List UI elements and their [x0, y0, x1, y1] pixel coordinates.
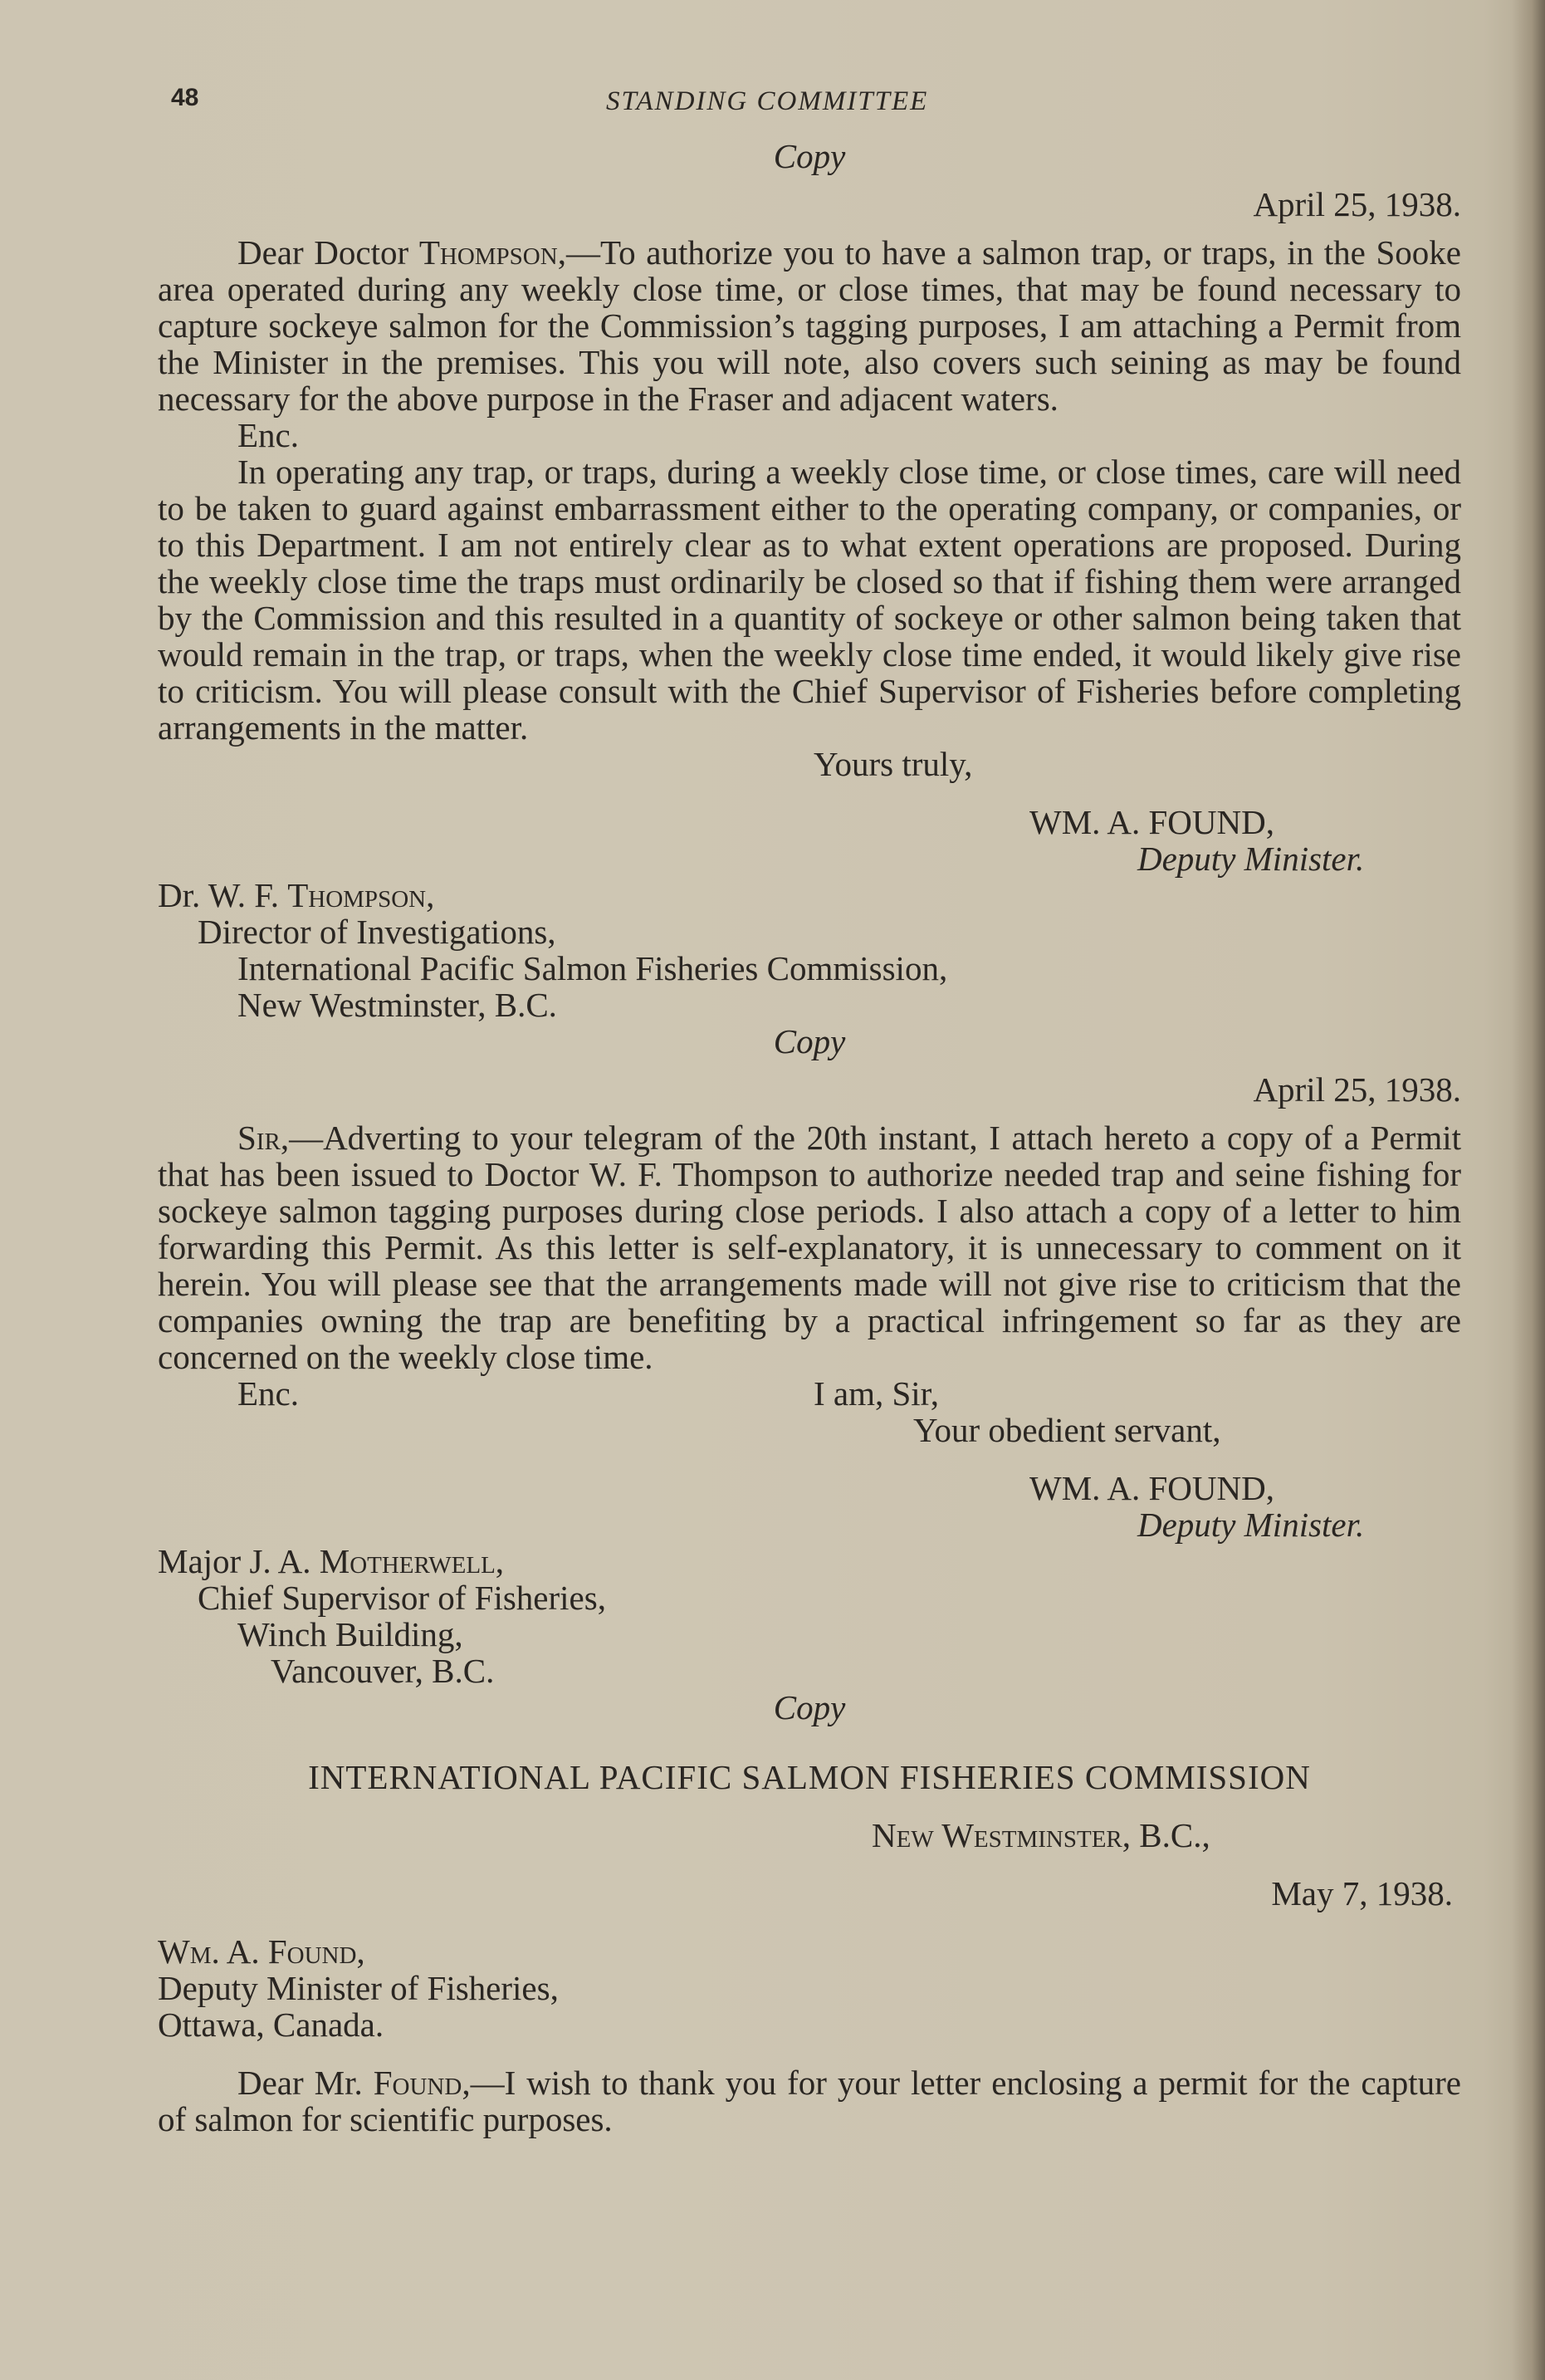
- letter3-date: May 7, 1938.: [1271, 1874, 1453, 1912]
- letter2-address-line-2: Winch Building,: [237, 1615, 463, 1653]
- letter2-enclosure: Enc.: [237, 1374, 299, 1413]
- letter2-signature-name: WM. A. FOUND,: [1029, 1469, 1274, 1507]
- letter3-address-line-1: Deputy Minister of Fisheries,: [158, 1969, 559, 2007]
- letter3-salutation-prefix: Dear Mr.: [237, 2064, 374, 2102]
- letter1-body-1: ,—To authorize you to have a salmon trap, or traps, in the Sooke area operated during any weekly close time, or close times, that may be found necessary to capture sockeye salmon for the Commission’s tagging purposes, I am attaching a Permit from the Minister in the premises. This you will note, also covers such seining as may be found necessary for the above purpose in the Fraser and adjacent waters.: [158, 233, 1461, 418]
- letter1-address-line-3: New Westminster, B.C.: [237, 986, 557, 1024]
- letter2-address-line-1: Chief Supervisor of Fisheries,: [198, 1579, 606, 1617]
- letter3-letterhead: INTERNATIONAL PACIFIC SALMON FISHERIES COMMISSION: [308, 1758, 1311, 1796]
- letter2-addressee-prefix: Major J. A.: [158, 1542, 320, 1580]
- letter3-place-suffix: , B.C.,: [1122, 1816, 1210, 1854]
- page-edge-shadow: [1512, 0, 1545, 2380]
- letter2-closing-2: Your obedient servant,: [913, 1411, 1221, 1449]
- letter1-addressee-name: Thompson: [287, 876, 427, 914]
- letter2-date: April 25, 1938.: [1253, 1070, 1461, 1109]
- letter2-salutation: Sir: [237, 1119, 281, 1157]
- letter2-addressee-name: Motherwell: [319, 1542, 496, 1580]
- letter2-paragraph: [158, 1119, 1461, 1375]
- page-header: [158, 80, 1461, 138]
- letter2-addressee-suffix: ,: [495, 1542, 505, 1580]
- letter2-copy-label: Copy: [773, 1022, 846, 1060]
- letter2-addressee: [158, 1543, 1461, 1579]
- letter1-enclosure: Enc.: [237, 416, 299, 454]
- letter1-closing: Yours truly,: [814, 745, 973, 783]
- letter3-paragraph: [158, 2064, 1461, 2138]
- letter3-addressee-suffix: ,: [356, 1932, 365, 1971]
- letter2-address-line-3: Vancouver, B.C.: [271, 1652, 495, 1690]
- page-number: 48: [171, 84, 199, 111]
- letter1-addressee-suffix: ,: [426, 876, 435, 914]
- letter2-body: ,—Adverting to your telegram of the 20th instant, I attach hereto a copy of a Permit that has been issued to Doctor W. F. Thompson to authorize needed trap and seine fishing for sockeye salmon tagging purposes during close periods. I also attach a copy of a letter to him forwarding this Permit. As this letter is self-explanatory, it is unnecessary to comment on it herein. You will please see that the arrangements made will not give rise to criticism that the companies owning the trap are benefiting by a practical infringement so far as they are concerned on the weekly close time.: [158, 1119, 1461, 1376]
- letter3-body: ,—I wish to thank you for your letter enclosing a permit for the capture of salmon for scientific purposes.: [158, 2064, 1461, 2138]
- letter1-date: April 25, 1938.: [1253, 185, 1461, 223]
- page-content: [158, 80, 1461, 2138]
- letter3-salutation-name: Found: [373, 2064, 462, 2102]
- letter2-enclosure-row: [158, 1375, 1461, 1412]
- letter2-closing-1: I am, Sir,: [814, 1374, 939, 1413]
- letter1-paragraph-2: In operating any trap, or traps, during a weekly close time, or close times, care will need to be taken to guard against embarrassment either to the operating company, or companies, or to this Department. I am not entirely clear as to what extent operations are proposed. During the weekly close time the traps must ordinarily be closed so that if fishing them were arranged by the Commission and this resulted in a quantity of sockeye or other salmon being taken that would remain in the trap, or traps, when the weekly close time ended, it would likely give rise to criticism. You will please consult with the Chief Supervisor of Fisheries before completing arrangements in the matter.: [158, 453, 1461, 747]
- letter1-copy-label: Copy: [773, 137, 846, 175]
- letter1-salutation-prefix: Dear Doctor: [237, 233, 419, 272]
- letter3-addressee-name: Found: [267, 1932, 357, 1971]
- letter3-addressee-prefix: Wm. A.: [158, 1932, 268, 1971]
- letter3-place: [158, 1817, 1461, 1854]
- letter3-copy-label: Copy: [773, 1688, 846, 1726]
- letter1-signature-name: WM. A. FOUND,: [1029, 803, 1274, 841]
- letter3-place-name: New Westminster: [872, 1816, 1122, 1854]
- letter1-addressee-prefix: Dr. W. F.: [158, 876, 288, 914]
- letter3-addressee: [158, 1933, 1461, 1970]
- letter1-salutation-name: Thompson: [418, 233, 558, 272]
- letter1-address-line-1: Director of Investigations,: [198, 913, 556, 951]
- letter1-signature-title: Deputy Minister.: [1137, 840, 1365, 878]
- letter1-addressee: [158, 877, 1461, 913]
- running-title: STANDING COMMITTEE: [606, 86, 929, 116]
- letter3-address-line-2: Ottawa, Canada.: [158, 2005, 384, 2044]
- letter1-address-line-2: International Pacific Salmon Fisheries Commission,: [237, 949, 948, 987]
- letter2-signature-title: Deputy Minister.: [1137, 1506, 1365, 1544]
- letter1-paragraph-1: [158, 234, 1461, 417]
